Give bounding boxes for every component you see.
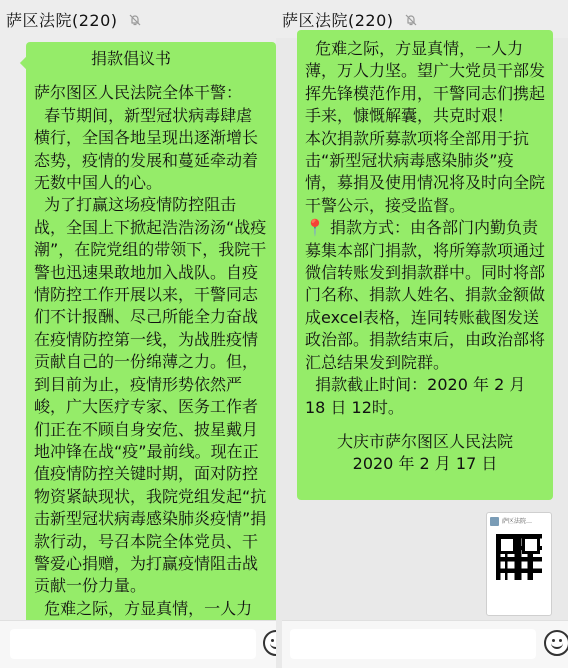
qr-code-message[interactable]: [486, 512, 552, 616]
card-header: [487, 513, 551, 530]
card-caption: 萨区法院…: [502, 517, 533, 525]
emoji-icon[interactable]: [544, 630, 568, 656]
group-avatar: [490, 517, 499, 526]
bell-off-icon: [128, 12, 142, 26]
message-bubble[interactable]: [26, 42, 276, 632]
message-paragraph: 本次捐款所募款项将全部用于抗击“新型冠状病毒感染肺炎”疫情，募捐及使用情况将及时向全院干警公示，接受监督。: [305, 128, 546, 215]
message-paragraph: 危难之际，方显真情，一人力: [44, 598, 253, 618]
message-input[interactable]: [290, 629, 536, 659]
chat-header: [0, 0, 281, 38]
bell-off-icon: [404, 12, 418, 26]
qr-code-image: [496, 534, 542, 580]
signature-org: 大庆市萨尔图区人民法院: [336, 431, 513, 451]
left-chat-pane: [0, 0, 281, 668]
input-bar: [0, 620, 281, 668]
message-paragraph: 为了打赢这场疫情防控阻击战，全国上下掀起浩浩汤汤“战疫潮”，在院党组的带领下，我院干警也迅速果敢地加入战队。自疫情防控工作开展以来，干警同志们不计报酬、尽己所能全力奋战在疫情防控第一线，为战胜疫情贡献自己的一份绵薄之力。但，到目前为止，疫情形势依然严峻，广大医疗专家、医务工作者们正在不顾自身安危、披星戴月地冲锋在战“疫”最前线。现在正值疫情防控关键时期，面对防控物资紧缺现状，我院党组发起“抗击新型冠状病毒感染肺炎疫情”捐款行动，号召本院全体党员、干警爱心捐赠，为打赢疫情阻击战贡献一份力量。: [34, 195, 267, 596]
message-deadline: 捐款截止时间：2020 年 2 月 18 日 12时。: [305, 375, 531, 417]
chat-title[interactable]: 萨区法院(220): [282, 10, 394, 30]
message-bubble[interactable]: [297, 30, 553, 500]
signature-date: 2020 年 2 月 17 日: [352, 454, 498, 474]
chat-title[interactable]: 萨区法院(220): [6, 10, 118, 30]
message-input[interactable]: [10, 629, 256, 659]
message-paragraph: 春节期间，新型冠状病毒肆虐横行，全国各地呈现出逐渐增长态势，疫情的发展和蔓延牵动着无数中国人的心。: [34, 105, 259, 193]
message-heading: 捐款倡议书: [90, 49, 171, 68]
message-salutation: 萨尔图区人民法院全体干警：: [34, 83, 243, 103]
message-paragraph: 危难之际，方显真情，一人力薄，万人力坚。望广大党员干部发挥先锋模范作用，干警同志们携起手来，慷慨解囊，共克时艰！: [305, 39, 546, 126]
input-bar: [282, 620, 568, 668]
message-paragraph: 📍 捐款方式：由各部门内勤负责募集本部门捐款，将所筹款项通过微信转账发到捐款群中。同时将部门名称、捐款人姓名、捐款金额做成excel表格，连同转账截图发送政治部。捐款结束后，由政治部将汇总结果发到院群。: [305, 218, 546, 372]
